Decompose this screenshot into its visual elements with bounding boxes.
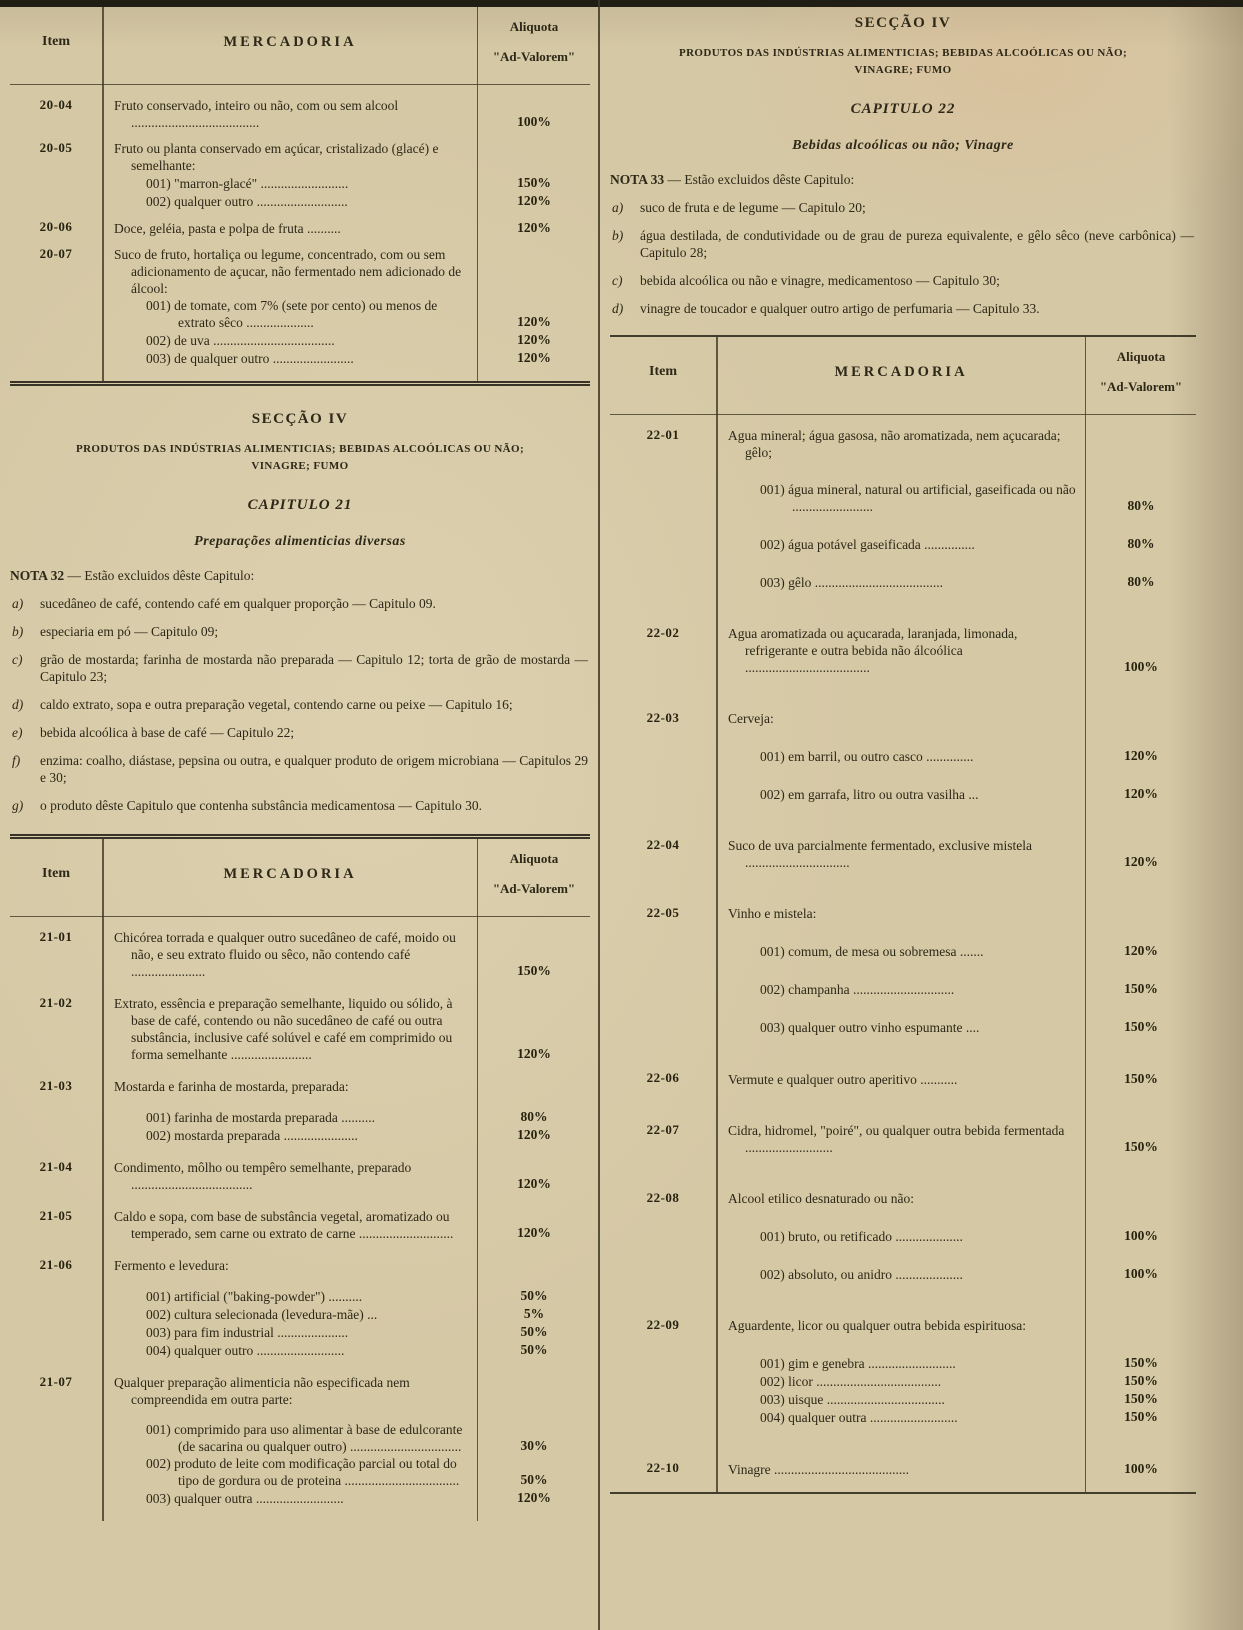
nota-item-label: c) <box>12 651 23 667</box>
col-header-aliquota <box>478 839 590 916</box>
ad-valorem-rate <box>478 1273 590 1274</box>
ad-valorem-rate: 80% <box>1127 535 1155 551</box>
item-code: 20-06 <box>39 219 73 234</box>
tariff-line <box>10 1108 590 1126</box>
tariff-row <box>10 995 590 1063</box>
merchandise-description: 003) gêlo ...................................... <box>760 574 943 590</box>
nota-item <box>610 300 1196 317</box>
section-subtitle-line2: VINAGRE; FUMO <box>251 460 349 473</box>
tariff-row <box>610 1317 1196 1426</box>
section-subtitle-line1: PRODUTOS DAS INDÚSTRIAS ALIMENTICIAS; BEBIDAS ALCOÓLICAS OU NÃO; <box>678 46 1128 59</box>
table-header <box>610 337 1196 415</box>
ad-valorem-rate: 100% <box>1124 658 1158 674</box>
tariff-row <box>10 140 590 210</box>
tariff-line <box>610 1460 1196 1478</box>
item-code: 22-05 <box>646 904 680 920</box>
item-code: 21-03 <box>39 1077 73 1093</box>
item-code: 22-02 <box>646 624 680 640</box>
tariff-line <box>10 1374 590 1408</box>
table-capitulo-20 <box>10 7 590 386</box>
ad-valorem-rate <box>1086 460 1196 461</box>
tariff-line <box>10 1341 590 1359</box>
ad-valorem-rate: 50% <box>520 1323 548 1339</box>
tariff-line <box>10 1078 590 1095</box>
merchandise-description: Fermento e levedura: <box>114 1257 229 1273</box>
section-subtitle <box>610 45 1196 80</box>
merchandise-description: 002) qualquer outro ........................... <box>146 194 348 209</box>
ad-valorem-rate: 120% <box>1124 942 1158 958</box>
ad-valorem-label: "Ad-Valorem" <box>1099 378 1183 394</box>
table-body <box>10 85 590 381</box>
merchandise-description: Qualquer preparação alimenticia não especificada nem compreendida em outra parte: <box>114 1374 410 1407</box>
tariff-line <box>610 980 1196 998</box>
ad-valorem-rate: 150% <box>1124 1354 1158 1370</box>
item-code: 22-03 <box>646 709 680 725</box>
nota-item-label: b) <box>12 623 24 639</box>
ad-valorem-rate: 150% <box>517 962 551 978</box>
item-code: 20-07 <box>39 246 73 261</box>
nota-item-label: f) <box>12 752 21 768</box>
ad-valorem-rate: 150% <box>1124 1070 1158 1086</box>
right-column <box>610 14 1196 1494</box>
nota-item-text: especiaria em pó — Capitulo 09; <box>40 623 219 639</box>
tariff-line <box>10 192 590 210</box>
chapter-heading: CAPITULO 22 <box>850 101 956 118</box>
merchandise-description: 003) para fim industrial ..................... <box>146 1324 349 1340</box>
nota-item-text: suco de fruta e de legume — Capitulo 20; <box>640 199 866 215</box>
tariff-row <box>10 1208 590 1242</box>
merchandise-description: Agua mineral; água gasosa, não aromatizada, nem açucarada; gêlo; <box>728 427 1061 460</box>
item-code: 20-04 <box>39 97 73 112</box>
ad-valorem-rate <box>1086 726 1196 727</box>
tariff-line <box>610 837 1196 871</box>
merchandise-description: 002) champanha .............................. <box>760 981 955 997</box>
merchandise-description: Agua aromatizada ou açucarada, laranjada, limonada, refrigerante e outra bebida não álcoólica ..................................... <box>728 625 1018 675</box>
nota-item <box>10 724 590 741</box>
nota-item <box>10 797 590 814</box>
ad-valorem-rate <box>1086 1206 1196 1207</box>
tariff-row <box>10 246 590 367</box>
ad-valorem-rate: 100% <box>1124 1265 1158 1281</box>
merchandise-description: 001) "marron-glacé" .......................... <box>146 176 349 191</box>
item-code: 22-08 <box>646 1189 680 1205</box>
tariff-line <box>10 97 590 131</box>
section-heading-cap22 <box>610 14 1196 317</box>
item-code: 22-10 <box>646 1459 680 1475</box>
tariff-line <box>10 1455 590 1489</box>
tariff-row <box>610 1460 1196 1478</box>
ad-valorem-rate <box>478 1407 590 1408</box>
col-header-aliquota <box>478 7 590 84</box>
tariff-line <box>10 174 590 192</box>
rate-column-rule <box>477 839 479 1521</box>
tariff-line <box>610 1390 1196 1408</box>
item-code: 22-09 <box>646 1316 680 1332</box>
tariff-row <box>610 837 1196 871</box>
item-code: 22-01 <box>646 426 680 442</box>
tariff-line <box>10 297 590 331</box>
nota-text: — Estão excluidos dêste Capitulo: <box>64 567 255 583</box>
merchandise-description: Cidra, hidromel, "poiré", ou qualquer outra bebida fermentada .......................... <box>728 1122 1065 1155</box>
nota-item-label: a) <box>12 595 24 611</box>
tariff-line <box>610 747 1196 765</box>
section-title: SECÇÃO IV <box>251 411 349 427</box>
merchandise-description: 002) mostarda preparada ...................... <box>146 1127 358 1143</box>
col-header-mercadoria: MERCADORIA <box>223 34 357 50</box>
nota-item <box>10 651 590 685</box>
section-subtitle <box>10 441 590 476</box>
nota-item-label: a) <box>612 199 624 215</box>
merchandise-description: 001) água mineral, natural ou artificial, gaseificada ou não ........................ <box>760 481 1076 514</box>
tariff-row <box>10 1374 590 1507</box>
col-header-item: Item <box>42 34 70 49</box>
table-capitulo-22 <box>610 335 1196 1494</box>
ad-valorem-rate: 150% <box>1124 1138 1158 1154</box>
merchandise-description: 002) cultura selecionada (levedura-mãe) ... <box>146 1306 378 1322</box>
merchandise-description: Extrato, essência e preparação semelhante, liquido ou sólido, à base de café, contendo ou não sucedâneo de café ou outra substância, inclusive café solúvel e café em comprimido ou forma semelhante ........................ <box>114 995 453 1062</box>
tariff-line <box>610 1317 1196 1334</box>
tariff-line <box>10 1421 590 1455</box>
nota-item-label: c) <box>612 272 623 288</box>
ad-valorem-rate: 120% <box>517 1175 551 1191</box>
nota-item-label: g) <box>12 797 24 813</box>
ad-valorem-rate: 120% <box>517 193 551 208</box>
tariff-line <box>10 995 590 1063</box>
table-body <box>610 415 1196 1492</box>
ad-valorem-rate: 150% <box>1124 1018 1158 1034</box>
tariff-line <box>10 1126 590 1144</box>
chapter-heading: CAPITULO 21 <box>247 497 353 514</box>
tariff-line <box>610 427 1196 461</box>
section-subtitle-line1: PRODUTOS DAS INDÚSTRIAS ALIMENTICIAS; BEBIDAS ALCOÓLICAS OU NÃO; <box>75 442 525 455</box>
tariff-line <box>10 140 590 174</box>
merchandise-description: 003) uisque ................................... <box>760 1391 945 1407</box>
ad-valorem-rate <box>1086 921 1196 922</box>
nota-item-text: sucedâneo de café, contendo café em qualquer proporção — Capitulo 09. <box>40 595 436 611</box>
aliquota-label: Aliquota <box>509 19 559 34</box>
exclusion-notes-list <box>610 199 1196 317</box>
merchandise-description: Fruto ou planta conservado em açúcar, cristalizado (glacé) e semelhante: <box>114 141 439 173</box>
nota-label: NOTA 32 <box>10 567 65 583</box>
merchandise-description: Condimento, môlho ou tempêro semelhante, preparado .................................... <box>114 1159 412 1192</box>
merchandise-description: 002) produto de leite com modificação parcial ou total do tipo de gordura ou de proteina .................................. <box>146 1455 460 1488</box>
table-header <box>10 7 590 85</box>
table-body <box>10 917 590 1521</box>
tariff-line <box>10 331 590 349</box>
ad-valorem-rate: 120% <box>517 350 551 365</box>
ad-valorem-rate: 120% <box>517 1126 551 1142</box>
rate-column-rule <box>477 7 479 381</box>
nota-item <box>10 595 590 612</box>
tariff-row <box>10 97 590 131</box>
merchandise-description: Vermute e qualquer outro aperitivo ........... <box>728 1071 958 1087</box>
merchandise-description: 002) absoluto, ou anidro .................... <box>760 1266 963 1282</box>
merchandise-description: 001) bruto, ou retificado .................... <box>760 1228 963 1244</box>
tariff-row <box>610 710 1196 803</box>
nota-item <box>10 696 590 713</box>
ad-valorem-rate: 80% <box>1127 497 1155 513</box>
merchandise-description: 002) água potável gaseificada ............... <box>760 536 975 552</box>
tariff-line <box>10 246 590 297</box>
tariff-line <box>610 1408 1196 1426</box>
item-code: 20-05 <box>39 140 73 155</box>
tariff-line <box>610 905 1196 922</box>
merchandise-description: Mostarda e farinha de mostarda, preparada: <box>114 1078 349 1094</box>
ad-valorem-rate: 80% <box>1127 573 1155 589</box>
merchandise-description: 001) comprimido para uso alimentar à base de edulcorante (de sacarina ou qualquer outro) ................................. <box>146 1421 463 1454</box>
merchandise-description: 002) em garrafa, litro ou outra vasilha ... <box>760 786 979 802</box>
nota-text: — Estão excluidos dêste Capitulo: <box>664 171 855 187</box>
item-code: 22-07 <box>646 1121 680 1137</box>
item-code: 21-01 <box>39 928 73 944</box>
ad-valorem-rate: 80% <box>520 1108 548 1124</box>
table-capitulo-21 <box>10 834 590 1521</box>
col-header-item: Item <box>649 363 677 379</box>
section-subtitle-line2: VINAGRE; FUMO <box>854 64 952 77</box>
tariff-row <box>10 219 590 237</box>
tariff-line <box>610 1070 1196 1088</box>
col-header-aliquota <box>1086 337 1196 414</box>
tariff-row <box>610 1122 1196 1156</box>
tariff-line <box>610 942 1196 960</box>
nota-item-text: bebida alcoólica ou não e vinagre, medicamentoso — Capitulo 30; <box>640 272 1000 288</box>
tariff-line <box>610 625 1196 676</box>
aliquota-label: Aliquota <box>509 850 559 866</box>
ad-valorem-rate: 100% <box>517 114 551 129</box>
nota-item <box>610 227 1196 261</box>
nota-item <box>10 752 590 786</box>
table-header <box>10 839 590 917</box>
page-top-rule <box>0 0 1243 7</box>
merchandise-description: 003) qualquer outro vinho espumante .... <box>760 1019 980 1035</box>
tariff-line <box>10 1287 590 1305</box>
tariff-row <box>610 1190 1196 1283</box>
left-column <box>10 7 590 1521</box>
nota-item-label: b) <box>612 227 624 243</box>
tariff-line <box>610 481 1196 515</box>
merchandise-description: Alcool etilico desnaturado ou não: <box>728 1190 914 1206</box>
tariff-line <box>610 573 1196 591</box>
ad-valorem-rate: 150% <box>1124 1408 1158 1424</box>
tariff-row <box>610 625 1196 676</box>
nota-item-text: vinagre de toucador e qualquer outro artigo de perfumaria — Capitulo 33. <box>640 300 1040 316</box>
ad-valorem-rate: 120% <box>517 1224 551 1240</box>
merchandise-description: 001) comum, de mesa ou sobremesa ....... <box>760 943 984 959</box>
tariff-line <box>610 1265 1196 1283</box>
ad-valorem-rate: 150% <box>1124 980 1158 996</box>
item-code: 21-04 <box>39 1158 73 1174</box>
nota-item-label: e) <box>12 724 23 740</box>
exclusion-notes-list <box>10 595 590 814</box>
merchandise-description: 004) qualquer outro .......................... <box>146 1342 345 1358</box>
merchandise-description: 001) gim e genebra .......................... <box>760 1355 956 1371</box>
tariff-line <box>10 1305 590 1323</box>
nota-item-text: grão de mostarda; farinha de mostarda não preparada — Capitulo 12; torta de grão de mostarda — Capitulo 23; <box>40 651 588 684</box>
tariff-row <box>10 1257 590 1359</box>
nota-item-text: enzima: coalho, diástase, pepsina ou outra, e qualquer produto de origem microbiana — Capitulos 29 e 30; <box>40 752 588 785</box>
merchandise-description: 001) em barril, ou outro casco .............. <box>760 748 974 764</box>
merchandise-description: 002) licor ..................................... <box>760 1373 942 1389</box>
ad-valorem-rate: 50% <box>520 1341 548 1357</box>
chapter-title: Preparações alimenticias diversas <box>194 533 406 549</box>
merchandise-description: 001) de tomate, com 7% (sete por cento) ou menos de extrato sêco .................... <box>146 298 438 330</box>
merchandise-description: Doce, geléia, pasta e polpa de fruta .......... <box>114 221 341 236</box>
tariff-line <box>610 1018 1196 1036</box>
nota-item-text: o produto dêste Capitulo que contenha substância medicamentosa — Capitulo 30. <box>40 797 483 813</box>
tariff-line <box>10 219 590 237</box>
ad-valorem-rate: 50% <box>520 1287 548 1303</box>
tariff-line <box>10 929 590 980</box>
section-heading-cap21 <box>10 410 590 814</box>
tariff-line <box>10 1257 590 1274</box>
item-code: 21-05 <box>39 1207 73 1223</box>
merchandise-description: Caldo e sopa, com base de substância vegetal, aromatizado ou temperado, sem carne ou extrato de carne ............................ <box>114 1208 454 1241</box>
item-code: 21-06 <box>39 1256 73 1272</box>
tariff-row <box>610 427 1196 591</box>
nota-item <box>10 623 590 640</box>
nota-line <box>610 171 1196 188</box>
aliquota-label: Aliquota <box>1116 348 1166 364</box>
merchandise-description: 002) de uva .................................... <box>146 333 335 348</box>
ad-valorem-rate: 120% <box>1124 747 1158 763</box>
tariff-line <box>10 349 590 367</box>
item-code: 21-07 <box>39 1373 73 1389</box>
merchandise-description: 003) qualquer outra .......................... <box>146 1490 344 1506</box>
ad-valorem-rate <box>478 296 590 297</box>
col-header-mercadoria: MERCADORIA <box>223 865 357 882</box>
tariff-line <box>10 1208 590 1242</box>
nota-label: NOTA 33 <box>610 171 665 187</box>
tariff-line <box>610 1372 1196 1390</box>
col-header-item: Item <box>42 865 70 881</box>
ad-valorem-rate: 120% <box>517 1489 551 1505</box>
item-column-rule <box>102 839 104 1521</box>
ad-valorem-rate: 150% <box>1124 1372 1158 1388</box>
merchandise-description: 003) de qualquer outro ........................ <box>146 351 354 366</box>
tariff-line <box>610 710 1196 727</box>
rate-column-rule <box>1085 337 1087 1492</box>
nota-line <box>10 567 590 584</box>
nota-item-label: d) <box>612 300 624 316</box>
tariff-line <box>610 785 1196 803</box>
ad-valorem-label: "Ad-Valorem" <box>492 880 576 896</box>
merchandise-description: 004) qualquer outra .......................... <box>760 1409 958 1425</box>
ad-valorem-rate: 100% <box>1124 1227 1158 1243</box>
nota-item <box>610 199 1196 216</box>
merchandise-description: Fruto conservado, inteiro ou não, com ou sem alcool ...................................... <box>114 98 399 130</box>
item-code: 21-02 <box>39 994 73 1010</box>
section-title: SECÇÃO IV <box>854 15 952 31</box>
item-code: 22-04 <box>646 836 680 852</box>
item-column-rule <box>716 337 718 1492</box>
ad-valorem-rate <box>1086 1333 1196 1334</box>
nota-item-text: água destilada, de condutividade ou de grau de pureza equivalente, e gêlo sêco (neve carbônica) — Capitulo 28; <box>640 227 1194 260</box>
tariff-line <box>610 1122 1196 1156</box>
tariff-row <box>10 1159 590 1193</box>
tariff-line <box>610 1190 1196 1207</box>
merchandise-description: Vinagre ........................................ <box>728 1461 910 1477</box>
nota-item <box>610 272 1196 289</box>
nota-item-text: bebida alcoólica à base de café — Capitulo 22; <box>40 724 295 740</box>
tariff-row <box>10 929 590 980</box>
ad-valorem-rate: 120% <box>517 220 551 235</box>
nota-item-label: d) <box>12 696 24 712</box>
merchandise-description: Vinho e mistela: <box>728 905 817 921</box>
merchandise-description: Suco de fruto, hortaliça ou legume, concentrado, com ou sem adicionamento de açucar, não fermentado nem adicionado de álcool: <box>114 247 462 296</box>
ad-valorem-rate: 120% <box>1124 785 1158 801</box>
ad-valorem-rate: 50% <box>520 1471 548 1487</box>
tariff-line <box>610 1227 1196 1245</box>
merchandise-description: 001) artificial ("baking-powder") .......... <box>146 1288 363 1304</box>
chapter-title: Bebidas alcoólicas ou não; Vinagre <box>792 137 1014 153</box>
ad-valorem-rate: 5% <box>523 1305 545 1321</box>
ad-valorem-rate: 120% <box>517 332 551 347</box>
column-divider-rule <box>598 0 600 1630</box>
ad-valorem-rate: 120% <box>517 314 551 329</box>
tariff-row <box>610 1070 1196 1088</box>
item-column-rule <box>102 7 104 381</box>
tariff-line <box>610 535 1196 553</box>
ad-valorem-label: "Ad-Valorem" <box>492 49 576 65</box>
nota-item-text: caldo extrato, sopa e outra preparação vegetal, contendo carne ou peixe — Capitulo 16; <box>40 696 513 712</box>
ad-valorem-rate: 150% <box>1124 1390 1158 1406</box>
merchandise-description: Suco de uva parcialmente fermentado, exclusive mistela ............................... <box>728 837 1033 870</box>
ad-valorem-rate: 30% <box>520 1437 548 1453</box>
merchandise-description: Cerveja: <box>728 710 774 726</box>
merchandise-description: Chicórea torrada e qualquer outro sucedâneo de café, moido ou não, e seu extrato fluido ou sêco, não contendo café ...................... <box>114 929 456 979</box>
ad-valorem-rate: 120% <box>517 1045 551 1061</box>
ad-valorem-rate: 120% <box>1124 853 1158 869</box>
tariff-row <box>610 905 1196 1036</box>
merchandise-description: 001) farinha de mostarda preparada .......... <box>146 1109 376 1125</box>
ad-valorem-rate: 150% <box>517 175 551 190</box>
ad-valorem-rate: 100% <box>1124 1460 1158 1476</box>
tariff-line <box>610 1354 1196 1372</box>
item-code: 22-06 <box>646 1069 680 1085</box>
col-header-mercadoria: MERCADORIA <box>834 363 968 380</box>
tariff-row <box>10 1078 590 1144</box>
merchandise-description: Aguardente, licor ou qualquer outra bebida espirituosa: <box>728 1317 1027 1333</box>
ad-valorem-rate <box>478 1094 590 1095</box>
tariff-line <box>10 1159 590 1193</box>
tariff-line <box>10 1323 590 1341</box>
tariff-line <box>10 1489 590 1507</box>
